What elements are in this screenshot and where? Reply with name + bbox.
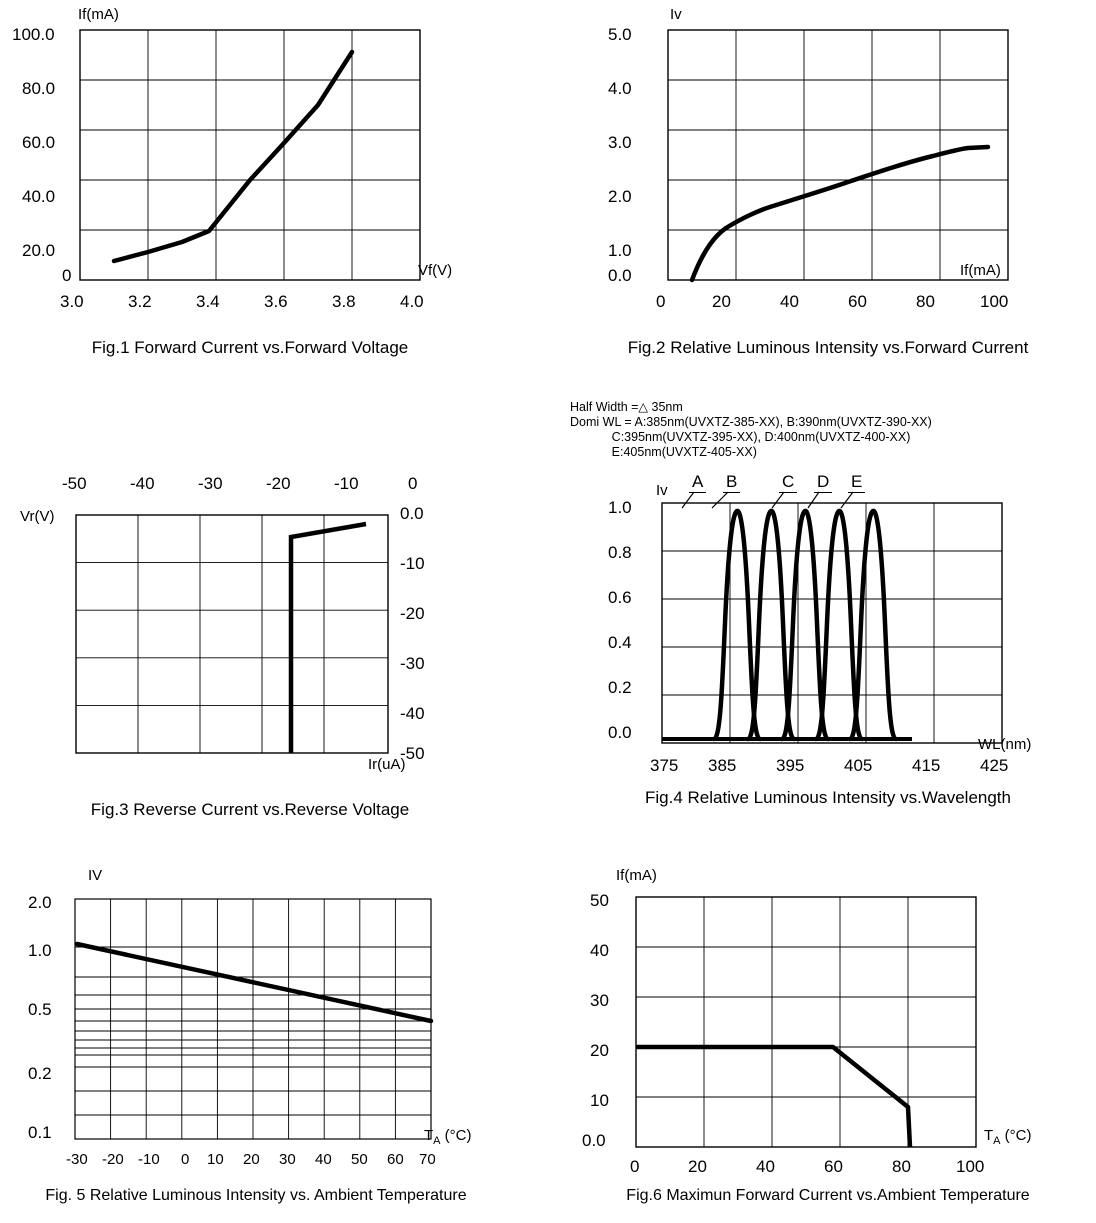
fig2-ytick-5: 5.0	[608, 25, 632, 44]
fig1-xtick-3.6: 3.6	[264, 292, 288, 311]
fig6-x-axis-label-unit: (°C)	[1000, 1127, 1032, 1144]
fig5-plot	[75, 899, 431, 1139]
fig5-ytick-0.5: 0.5	[28, 1000, 52, 1019]
fig2-ytick-2: 2.0	[608, 187, 632, 206]
fig6-ytick-0.0: 0.0	[582, 1131, 606, 1150]
fig3-ytick--30: -30	[400, 654, 425, 673]
fig4-xtick-425: 425	[980, 756, 1009, 775]
fig2-ytick-0: 0.0	[608, 266, 632, 285]
fig3-ytick-0: 0.0	[400, 504, 424, 523]
fig5-xtick--10: -10	[138, 1151, 160, 1168]
fig6-y-axis-label: If(mA)	[616, 867, 657, 884]
fig4-xtick-395: 395	[776, 756, 805, 775]
fig6-plot	[636, 897, 976, 1147]
fig6-x-axis-label	[984, 1127, 1032, 1147]
fig2-xtick-40: 40	[780, 292, 799, 311]
fig2-ytick-1: 1.0	[608, 241, 632, 260]
fig6-ytick-50: 50	[590, 891, 609, 910]
fig3-ytick--20: -20	[400, 604, 425, 623]
fig6-caption: Fig.6 Maximun Forward Current vs.Ambient Temperature	[626, 1187, 1030, 1204]
fig1-ytick-100: 100.0	[12, 25, 55, 44]
fig4-ytick-0.6: 0.6	[608, 588, 632, 607]
fig4-peak-label-b: B	[723, 472, 740, 493]
fig5-x-axis-label-sub: A	[433, 1135, 441, 1147]
fig6-ytick-40: 40	[590, 941, 609, 960]
fig5-xtick-70: 70	[419, 1151, 436, 1168]
fig5-ytick-2.0: 2.0	[28, 893, 52, 912]
fig1-xtick-4.0: 4.0	[400, 292, 424, 311]
fig5-x-axis-label-unit: (°C)	[440, 1127, 472, 1144]
fig6-ytick-30: 30	[590, 991, 609, 1010]
fig5-ytick-0.2: 0.2	[28, 1064, 52, 1083]
fig4-ytick-0.8: 0.8	[608, 543, 632, 562]
fig2-xtick-100: 100	[980, 292, 1009, 311]
fig3-xtick--40: -40	[130, 474, 155, 493]
fig1-plot	[80, 30, 420, 280]
fig4-leader-lines	[560, 390, 1096, 520]
fig4-ytick-1.0: 1.0	[608, 498, 632, 517]
fig6-xtick-80: 80	[892, 1157, 911, 1176]
fig2-xtick-80: 80	[916, 292, 935, 311]
fig5-xtick-60: 60	[387, 1151, 404, 1168]
fig1-x-axis-label: Vf(V)	[418, 262, 453, 279]
fig5-xtick-0: 0	[181, 1151, 190, 1168]
fig5-xtick-20: 20	[243, 1151, 260, 1168]
fig1-caption: Fig.1 Forward Current vs.Forward Voltage	[91, 338, 409, 357]
fig4-note-line-1: Half Width =△ 35nm	[570, 400, 683, 414]
fig4-note-line-3: C:395nm(UVXTZ-395-XX), D:400nm(UVXTZ-400-XX)	[570, 430, 911, 444]
fig4-ytick-0.0: 0.0	[608, 723, 632, 742]
fig2-ytick-3: 3.0	[608, 133, 632, 152]
fig1-y-axis-label: If(mA)	[78, 6, 119, 23]
fig4-peak-label-a: A	[689, 472, 706, 493]
fig4-plot	[662, 503, 1002, 743]
fig5-xtick--20: -20	[102, 1151, 124, 1168]
fig6-ytick-20: 20	[590, 1041, 609, 1060]
fig1-xtick-3.4: 3.4	[196, 292, 220, 311]
fig2-xtick-60: 60	[848, 292, 867, 311]
fig1-ytick-20: 20.0	[22, 241, 56, 260]
fig3-caption: Fig.3 Reverse Current vs.Reverse Voltage	[90, 800, 410, 819]
fig2-x-axis-label: If(mA)	[960, 262, 1001, 279]
fig5-xtick-10: 10	[207, 1151, 224, 1168]
figure-6	[560, 855, 1096, 1215]
fig3-xtick--10: -10	[334, 474, 359, 493]
fig3-ytick--40: -40	[400, 704, 425, 723]
fig4-peak-label-c: C	[779, 472, 797, 493]
fig3-y-axis-label: Vr(V)	[20, 508, 55, 525]
fig3-xtick--30: -30	[198, 474, 223, 493]
fig3-xtick--20: -20	[266, 474, 291, 493]
fig2-plot	[668, 30, 1008, 280]
fig3-xtick-0: 0	[408, 474, 418, 493]
figure-5	[0, 855, 536, 1215]
fig4-caption: Fig.4 Relative Luminous Intensity vs.Wavelength	[645, 788, 1011, 807]
fig1-xtick-3.8: 3.8	[332, 292, 356, 311]
fig1-ytick-60: 60.0	[22, 133, 56, 152]
figure-2	[560, 0, 1096, 360]
fig5-caption: Fig. 5 Relative Luminous Intensity vs. Ambient Temperature	[45, 1187, 467, 1204]
fig2-ytick-4: 4.0	[608, 79, 632, 98]
fig5-xtick--30: -30	[66, 1151, 88, 1168]
fig5-xtick-30: 30	[279, 1151, 296, 1168]
fig4-peak-label-d: D	[814, 472, 832, 493]
fig4-xtick-415: 415	[912, 756, 941, 775]
fig4-peak-label-e: E	[848, 472, 865, 493]
fig2-caption: Fig.2 Relative Luminous Intensity vs.Forward Current	[627, 338, 1029, 357]
fig4-xtick-375: 375	[650, 756, 679, 775]
fig5-ytick-1.0: 1.0	[28, 941, 52, 960]
fig6-x-axis-label-main: T	[984, 1127, 994, 1144]
fig4-xtick-385: 385	[708, 756, 737, 775]
fig3-xtick--50: -50	[62, 474, 87, 493]
fig5-y-axis-label: IV	[88, 867, 103, 884]
fig1-ytick-80: 80.0	[22, 79, 56, 98]
fig6-xtick-0: 0	[630, 1157, 640, 1176]
figure-4	[560, 390, 1096, 820]
fig3-x-axis-label: Ir(uA)	[368, 756, 406, 773]
fig5-xtick-40: 40	[315, 1151, 332, 1168]
fig6-x-axis-label-sub: A	[993, 1135, 1001, 1147]
fig6-ytick-10: 10	[590, 1091, 609, 1110]
fig4-y-axis-label: Iv	[656, 482, 668, 499]
fig2-xtick-20: 20	[712, 292, 731, 311]
fig2-xtick-0: 0	[656, 292, 666, 311]
fig3-ytick--50: -50	[400, 744, 425, 763]
fig4-x-axis-label: WL(nm)	[978, 736, 1032, 753]
fig1-ytick-40: 40.0	[22, 187, 56, 206]
fig4-ytick-0.2: 0.2	[608, 678, 632, 697]
fig4-note-line-4: E:405nm(UVXTZ-405-XX)	[570, 445, 757, 459]
fig1-xtick-3.0: 3.0	[60, 292, 84, 311]
fig6-xtick-20: 20	[688, 1157, 707, 1176]
fig5-x-axis-label-main: T	[424, 1127, 434, 1144]
fig2-y-axis-label: Iv	[670, 6, 682, 23]
fig4-xtick-405: 405	[844, 756, 873, 775]
fig1-xtick-3.2: 3.2	[128, 292, 152, 311]
fig6-xtick-40: 40	[756, 1157, 775, 1176]
fig3-ytick--10: -10	[400, 554, 425, 573]
fig5-xtick-50: 50	[351, 1151, 368, 1168]
fig5-ytick-0.1: 0.1	[28, 1123, 52, 1142]
fig6-xtick-60: 60	[824, 1157, 843, 1176]
fig4-note-line-2: Domi WL = A:385nm(UVXTZ-385-XX), B:390nm(UVXTZ-390-XX)	[570, 415, 932, 429]
fig3-plot	[76, 515, 388, 753]
fig1-ytick-0: 0	[62, 266, 72, 285]
figure-1	[0, 0, 500, 360]
fig4-ytick-0.4: 0.4	[608, 633, 632, 652]
figure-3	[0, 460, 500, 820]
fig6-xtick-100: 100	[956, 1157, 985, 1176]
